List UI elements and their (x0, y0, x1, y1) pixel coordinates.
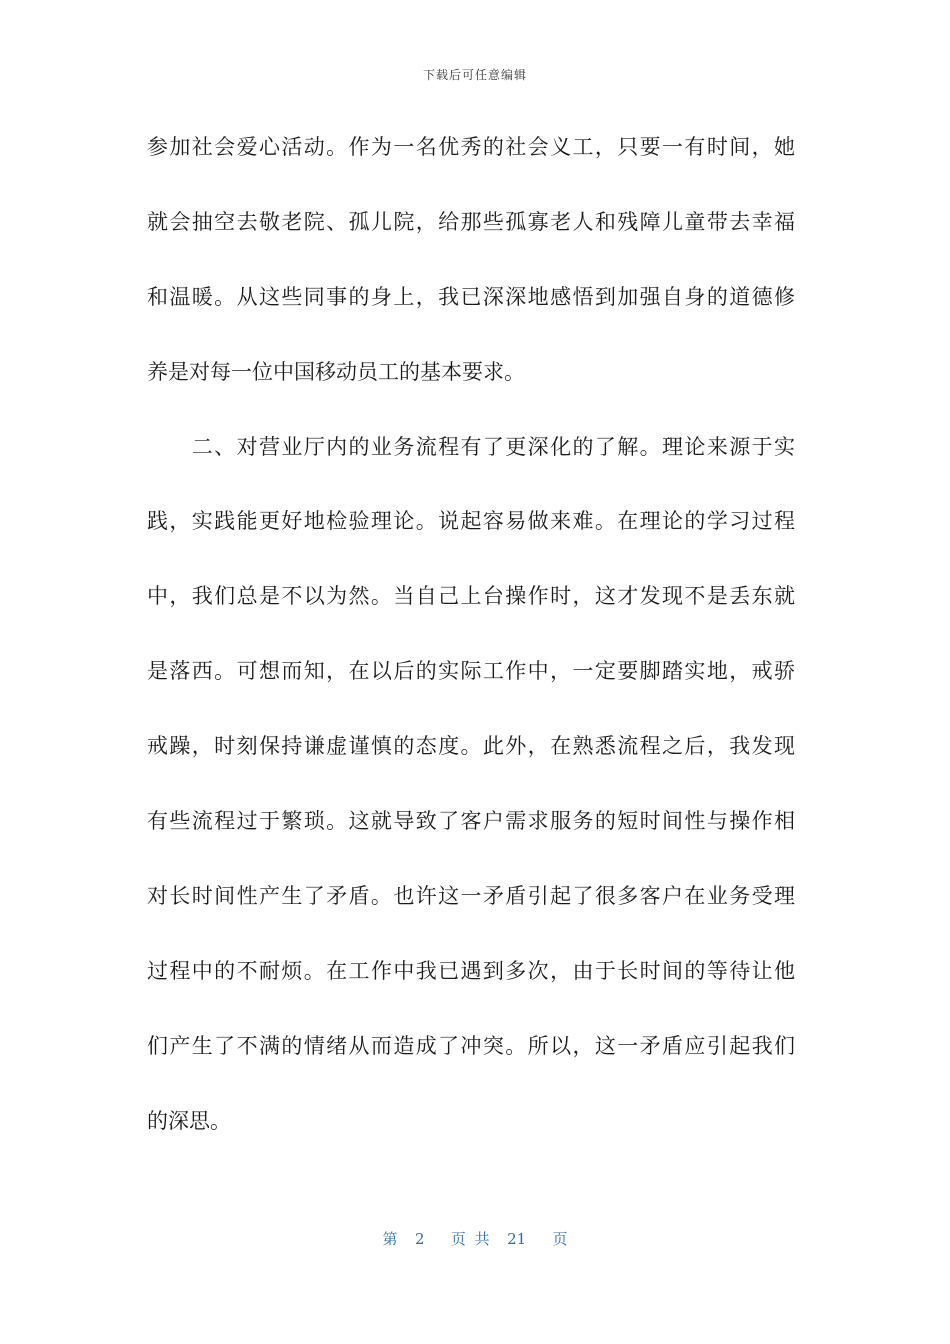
text-line: 参加社会爱心活动。作为一名优秀的社会义工，只要一有时间，她 (147, 135, 795, 159)
text-line: 是落西。可想而知，在以后的实际工作中，一定要脚踏实地，戒骄 (147, 659, 795, 684)
text-line: 养是对每一位中国移动员工的基本要求。 (147, 359, 525, 384)
text-line: 有些流程过于繁琐。这就导致了客户需求服务的短时间性与操作相 (147, 809, 795, 834)
text-line: 和温暖。从这些同事的身上，我已深深地感悟到加强自身的道德修 (147, 284, 795, 309)
text-line: 的深思。 (147, 1108, 231, 1133)
text-line: 对长时间性产生了矛盾。也许这一矛盾引起了很多客户在业务受理 (147, 883, 795, 908)
page-number-footer: 第 2 页 共 21 页 (382, 1230, 568, 1248)
paragraph-1 (147, 112, 795, 412)
paragraph-2 (147, 412, 795, 1161)
document-body (147, 112, 795, 1160)
text-line: 就会抽空去敬老院、孤儿院，给那些孤寡老人和残障儿童带去幸福 (147, 209, 795, 234)
text-line: 中，我们总是不以为然。当自己上台操作时，这才发现不是丢东就 (147, 584, 795, 609)
page-header: 下载后可任意编辑 (422, 68, 527, 82)
text-line: 践，实践能更好地检验理论。说起容易做来难。在理论的学习过程 (147, 509, 795, 534)
text-line: 过程中的不耐烦。在工作中我已遇到多次，由于长时间的等待让他 (147, 958, 795, 983)
text-line: 们产生了不满的情绪从而造成了冲突。所以，这一矛盾应引起我们 (147, 1033, 795, 1058)
text-line: 戒躁，时刻保持谦虚谨慎的态度。此外，在熟悉流程之后，我发现 (147, 734, 795, 759)
text-line: 二、对营业厅内的业务流程有了更深化的了解。理论来源于实 (147, 434, 795, 459)
